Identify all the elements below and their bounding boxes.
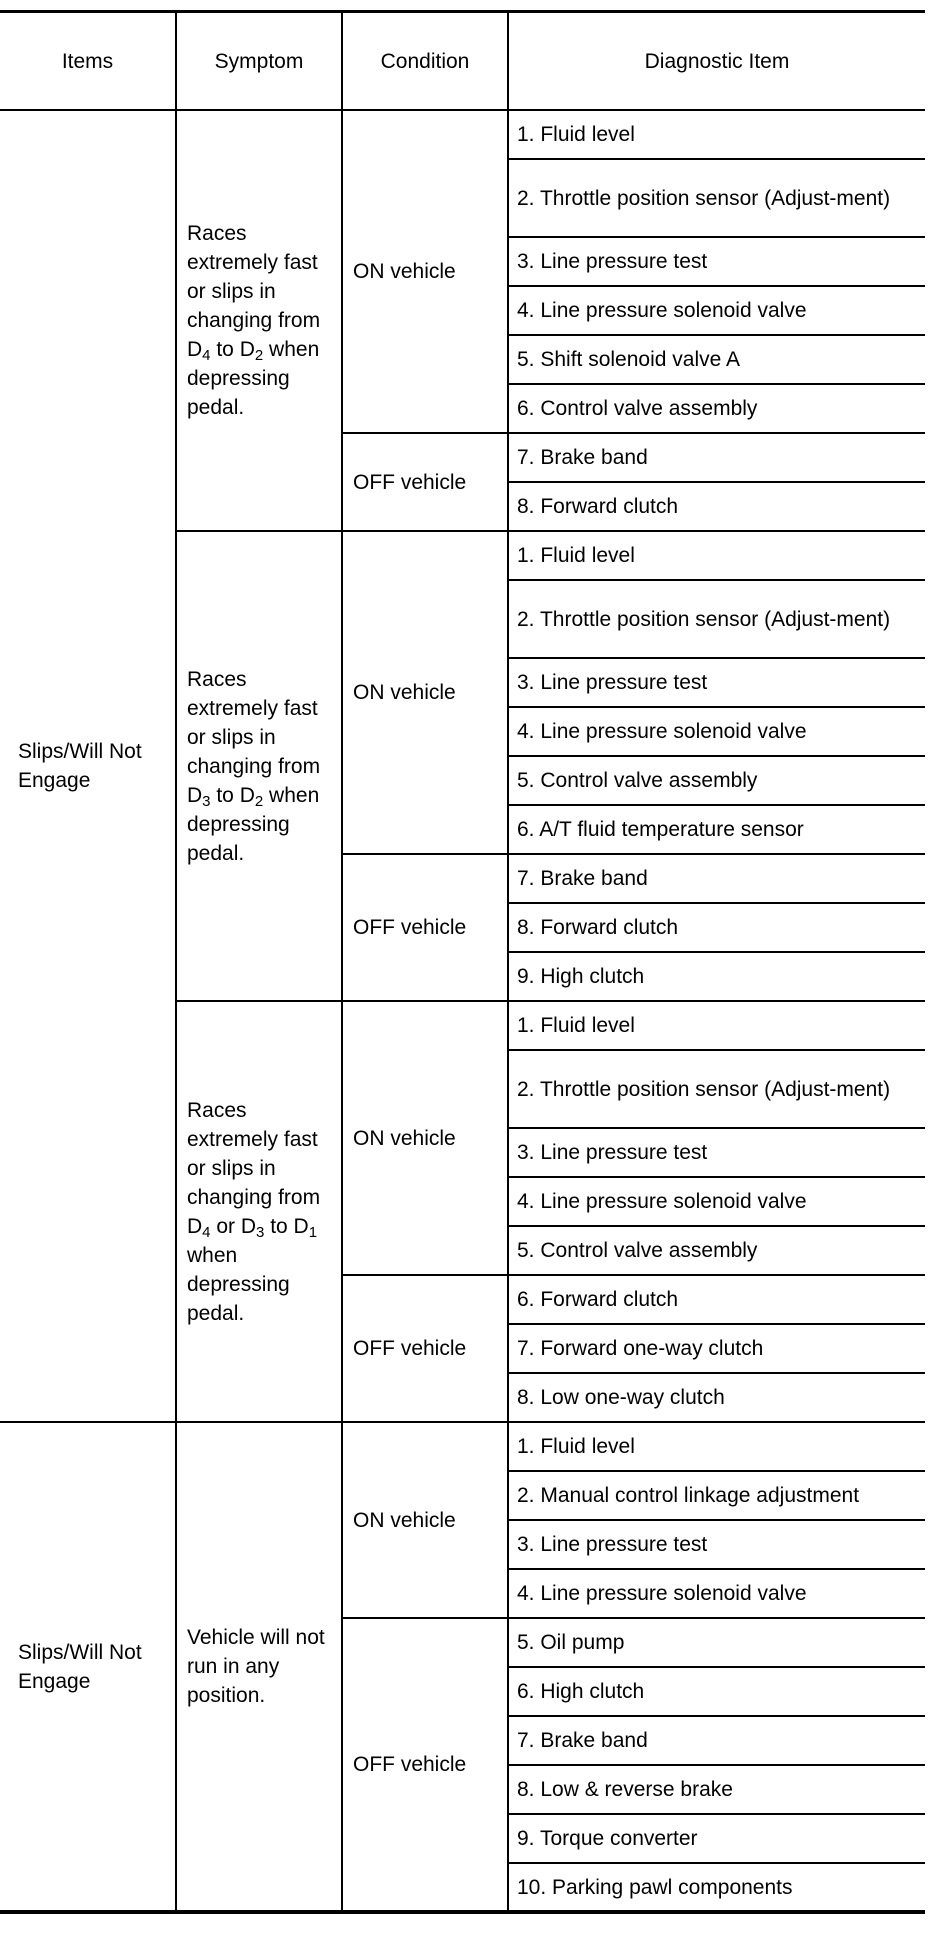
diagnostic-item: 1. Fluid level xyxy=(508,1001,925,1050)
diagnostic-item: 5. Control valve assembly xyxy=(508,1226,925,1275)
diagnostic-item: 5. Oil pump xyxy=(508,1618,925,1667)
diagnostic-item: 8. Forward clutch xyxy=(508,482,925,531)
items-cell: Slips/Will Not Engage xyxy=(18,740,142,792)
diagnostic-item: 6. Forward clutch xyxy=(508,1275,925,1324)
condition-on-vehicle: ON vehicle xyxy=(342,531,508,854)
diagnostic-item: 1. Fluid level xyxy=(508,531,925,580)
condition-on-vehicle: ON vehicle xyxy=(342,1001,508,1275)
header-row xyxy=(0,12,925,111)
diagnostic-item: 1. Fluid level xyxy=(508,1422,925,1471)
diagnostic-item: 4. Line pressure solenoid valve xyxy=(508,286,925,335)
diagnostic-item: 10. Parking pawl components xyxy=(508,1863,925,1912)
diagnostic-item: 9. High clutch xyxy=(508,952,925,1001)
diagnostic-item: 2. Throttle position sensor (Adjust-ment) xyxy=(508,159,925,237)
diagnostic-item: 4. Line pressure solenoid valve xyxy=(508,707,925,756)
diagnostic-table xyxy=(0,10,925,1914)
diagnostic-item: 6. High clutch xyxy=(508,1667,925,1716)
condition-off-vehicle: OFF vehicle xyxy=(342,433,508,531)
table-row xyxy=(0,110,925,159)
diagnostic-item: 8. Low one-way clutch xyxy=(508,1373,925,1422)
header-diagnostic-item: Diagnostic Item xyxy=(508,12,925,111)
diagnostic-item: 4. Line pressure solenoid valve xyxy=(508,1569,925,1618)
table-row xyxy=(0,1422,925,1471)
condition-off-vehicle: OFF vehicle xyxy=(342,1618,508,1912)
diagnostic-item: 2. Throttle position sensor (Adjust-ment) xyxy=(508,580,925,658)
symptom-cell: Races extremely fast or slips in changing from $D_3$ to $D_2$ when depressing pedal. xyxy=(176,531,342,1001)
symptom-cell: Races extremely fast or slips in changing from $D_4$ to $D_2$ when depressing pedal. xyxy=(176,110,342,531)
diagnostic-item: 7. Brake band xyxy=(508,433,925,482)
diagnostic-item: 6. A/T fluid temperature sensor xyxy=(508,805,925,854)
header-items: Items xyxy=(0,12,176,111)
diagnostic-item: 7. Forward one-way clutch xyxy=(508,1324,925,1373)
condition-off-vehicle: OFF vehicle xyxy=(342,854,508,1001)
diagnostic-item: 8. Forward clutch xyxy=(508,903,925,952)
diagnostic-item: 7. Brake band xyxy=(508,1716,925,1765)
header-condition: Condition xyxy=(342,12,508,111)
symptom-cell: Races extremely fast or slips in changing from $D_4$ or $D_3$ to $D_1$ when depressing pedal. xyxy=(176,1001,342,1422)
condition-off-vehicle: OFF vehicle xyxy=(342,1275,508,1422)
diagnostic-item: 7. Brake band xyxy=(508,854,925,903)
diagnostic-item: 3. Line pressure test xyxy=(508,658,925,707)
diagnostic-table-wrapper xyxy=(0,10,925,1914)
diagnostic-item: 5. Control valve assembly xyxy=(508,756,925,805)
header-symptom: Symptom xyxy=(176,12,342,111)
diagnostic-item: 4. Line pressure solenoid valve xyxy=(508,1177,925,1226)
diagnostic-item: 3. Line pressure test xyxy=(508,1520,925,1569)
diagnostic-item: 6. Control valve assembly xyxy=(508,384,925,433)
diagnostic-item: 3. Line pressure test xyxy=(508,237,925,286)
diagnostic-item: 9. Torque converter xyxy=(508,1814,925,1863)
diagnostic-item: 3. Line pressure test xyxy=(508,1128,925,1177)
condition-on-vehicle: ON vehicle xyxy=(342,1422,508,1618)
symptom-cell: Vehicle will not run in any position. xyxy=(176,1422,342,1912)
diagnostic-item: 2. Throttle position sensor (Adjust-ment) xyxy=(508,1050,925,1128)
diagnostic-item: 5. Shift solenoid valve A xyxy=(508,335,925,384)
diagnostic-item: 2. Manual control linkage adjustment xyxy=(508,1471,925,1520)
diagnostic-item: 8. Low & reverse brake xyxy=(508,1765,925,1814)
condition-on-vehicle: ON vehicle xyxy=(342,110,508,433)
items-cell: Slips/Will Not Engage xyxy=(0,1422,176,1912)
diagnostic-item: 1. Fluid level xyxy=(508,110,925,159)
